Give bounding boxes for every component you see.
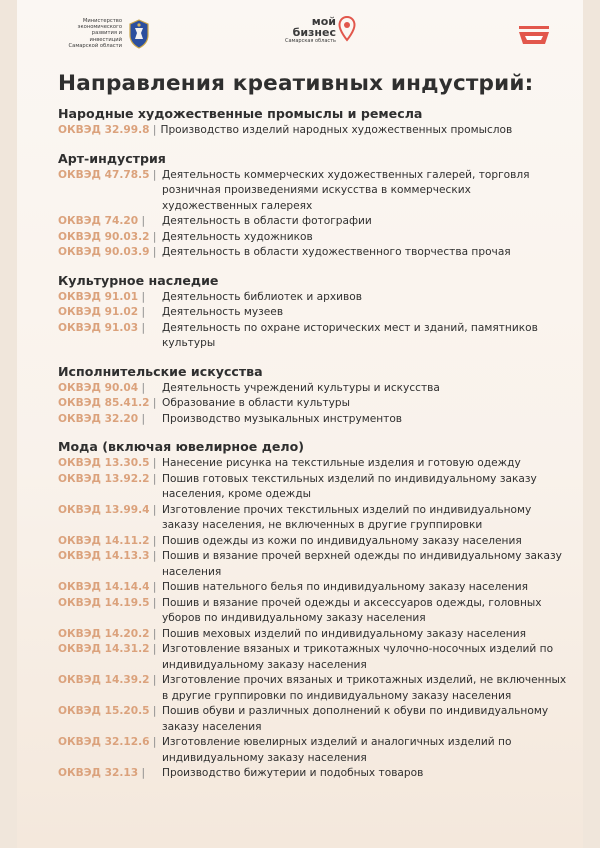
page-title: Направления креативных индустрий: bbox=[58, 71, 534, 96]
okved-code-text: ОКВЭД 32.20 bbox=[58, 412, 139, 425]
okved-row bbox=[58, 472, 568, 503]
okved-code bbox=[58, 627, 162, 643]
okved-description: Производство бижутерии и подобных товаров bbox=[162, 767, 424, 779]
code-separator: | bbox=[149, 246, 157, 258]
okved-code-text: ОКВЭД 13.30.5 bbox=[58, 457, 150, 469]
brand-region: Самарская область bbox=[285, 38, 337, 44]
industry-section bbox=[58, 273, 568, 352]
code-separator: | bbox=[138, 767, 146, 779]
okved-code bbox=[58, 456, 162, 472]
okved-code bbox=[58, 396, 162, 412]
code-separator: | bbox=[149, 643, 157, 655]
coat-of-arms-icon bbox=[128, 19, 150, 49]
code-separator: | bbox=[138, 215, 146, 227]
okved-code-text: ОКВЭД 14.11.2 bbox=[58, 534, 150, 547]
code-separator: | bbox=[149, 596, 157, 609]
code-separator: | bbox=[138, 412, 146, 425]
okved-code-text: ОКВЭД 14.39.2 bbox=[58, 674, 150, 686]
okved-row bbox=[58, 230, 568, 246]
code-separator: | bbox=[149, 230, 157, 243]
okved-code-text: ОКВЭД 85.41.2 bbox=[58, 397, 150, 409]
code-separator: | bbox=[149, 736, 157, 748]
okved-description: Изготовление прочих вязаных и трикотажных изделий, не включенных в другие группировки по индивидуальному заказу населения bbox=[162, 674, 567, 702]
okved-row bbox=[58, 673, 568, 704]
okved-row bbox=[58, 245, 568, 261]
code-separator: | bbox=[138, 321, 146, 334]
okved-code bbox=[58, 214, 162, 230]
okved-code bbox=[58, 503, 162, 519]
okved-code-text: ОКВЭД 13.92.2 bbox=[58, 472, 150, 485]
okved-row bbox=[58, 735, 568, 766]
okved-row bbox=[58, 549, 568, 580]
okved-code-text: ОКВЭД 15.20.5 bbox=[58, 705, 150, 717]
okved-code-text: ОКВЭД 74.20 bbox=[58, 215, 139, 227]
okved-description: Изготовление прочих текстильных изделий по индивидуальному заказу населения, не включенных в другие группировки bbox=[162, 503, 532, 531]
okved-row bbox=[58, 456, 568, 472]
code-separator: | bbox=[149, 674, 157, 686]
okved-row bbox=[58, 381, 568, 397]
okved-code-text: ОКВЭД 91.01 bbox=[58, 290, 139, 303]
okved-code-text: ОКВЭД 90.03.9 bbox=[58, 246, 150, 258]
okved-code bbox=[58, 580, 162, 596]
code-separator: | bbox=[149, 581, 157, 593]
okved-code-text: ОКВЭД 91.03 bbox=[58, 321, 139, 334]
okved-code bbox=[58, 321, 162, 337]
okved-row bbox=[58, 580, 568, 596]
section-title: Мода (включая ювелирное дело) bbox=[58, 439, 305, 454]
okved-row bbox=[58, 596, 568, 627]
okved-code bbox=[58, 534, 162, 550]
code-separator: | bbox=[149, 550, 157, 562]
code-separator: | bbox=[149, 627, 157, 640]
okved-description: Образование в области культуры bbox=[162, 397, 350, 409]
code-separator: | bbox=[149, 534, 157, 547]
okved-description: Пошив обуви и различных дополнений к обуви по индивидуальному заказу населения bbox=[162, 705, 549, 733]
code-separator: | bbox=[149, 168, 157, 181]
okved-code bbox=[58, 123, 156, 139]
section-title: Исполнительские искусства bbox=[58, 363, 263, 379]
okved-description: Деятельность в области художественного творчества прочая bbox=[162, 246, 511, 258]
code-separator: | bbox=[149, 472, 157, 485]
okved-row bbox=[58, 412, 568, 428]
okved-code bbox=[58, 673, 162, 689]
national-project-logo bbox=[515, 20, 553, 48]
okved-description: Пошив и вязание прочей одежды и аксессуаров одежды, головных уборов по индивидуальному заказу населения bbox=[162, 596, 542, 624]
okved-code-text: ОКВЭД 32.12.6 bbox=[58, 736, 150, 748]
okved-code-text: ОКВЭД 14.19.5 bbox=[58, 596, 150, 609]
okved-row bbox=[58, 766, 568, 782]
okved-code bbox=[58, 766, 162, 782]
code-separator: | bbox=[149, 705, 157, 717]
ministry-logo bbox=[60, 18, 150, 49]
industry-section bbox=[58, 106, 568, 139]
okved-code bbox=[58, 168, 162, 184]
okved-description: Деятельность библиотек и архивов bbox=[162, 290, 363, 303]
code-separator: | bbox=[138, 381, 146, 394]
okved-description: Деятельность коммерческих художественных галерей, торговля розничная произведениями искусства в коммерческих художественных галереях bbox=[162, 168, 530, 212]
ministry-text: Министерство экономического развития и инвестиций Самарской области bbox=[68, 18, 122, 49]
moy-biznes-logo bbox=[285, 16, 356, 45]
okved-description: Изготовление вязаных и трикотажных чулочно-носочных изделий по индивидуальному заказу населения bbox=[162, 643, 554, 671]
okved-row bbox=[58, 534, 568, 550]
okved-description: Деятельность учреждений культуры и искусства bbox=[162, 381, 440, 394]
code-separator: | bbox=[149, 457, 157, 469]
okved-code-text: ОКВЭД 14.20.2 bbox=[58, 627, 150, 640]
okved-code bbox=[58, 549, 162, 565]
okved-description: Производство музыкальных инструментов bbox=[162, 412, 403, 425]
okved-row bbox=[58, 214, 568, 230]
okved-code-text: ОКВЭД 14.13.3 bbox=[58, 550, 150, 562]
okved-code bbox=[58, 290, 162, 306]
okved-code-text: ОКВЭД 90.04 bbox=[58, 381, 139, 394]
okved-row bbox=[58, 642, 568, 673]
okved-code bbox=[58, 472, 162, 488]
okved-description: Пошив меховых изделий по индивидуальному заказу населения bbox=[162, 627, 526, 640]
okved-description: Деятельность в области фотографии bbox=[162, 215, 372, 227]
okved-description: Деятельность по охране исторических мест и зданий, памятников культуры bbox=[162, 321, 538, 349]
okved-code bbox=[58, 596, 162, 612]
okved-row bbox=[58, 321, 568, 352]
okved-row bbox=[58, 396, 568, 412]
industry-section bbox=[58, 364, 568, 428]
code-separator: | bbox=[138, 306, 146, 318]
okved-code-text: ОКВЭД 32.13 bbox=[58, 767, 139, 779]
okved-description: Производство изделий народных художественных промыслов bbox=[160, 124, 513, 136]
industries-list bbox=[58, 106, 568, 794]
okved-row bbox=[58, 168, 568, 215]
map-pin-icon bbox=[338, 16, 356, 42]
okved-description: Деятельность музеев bbox=[162, 306, 284, 318]
code-separator: | bbox=[149, 397, 157, 409]
okved-row bbox=[58, 290, 568, 306]
section-title: Арт-индустрия bbox=[58, 150, 166, 166]
okved-row bbox=[58, 503, 568, 534]
okved-code-text: ОКВЭД 14.14.4 bbox=[58, 581, 150, 593]
okved-code-text: ОКВЭД 13.99.4 bbox=[58, 503, 150, 516]
brand-line-1: мой bbox=[311, 15, 337, 28]
okved-code-text: ОКВЭД 32.99.8 bbox=[58, 124, 150, 136]
okved-description: Пошив нательного белья по индивидуальному заказу населения bbox=[162, 581, 528, 593]
code-separator: | bbox=[149, 124, 157, 136]
okved-row bbox=[58, 704, 568, 735]
okved-description: Пошив готовых текстильных изделий по индивидуальному заказу населения, кроме одежды bbox=[162, 472, 537, 500]
okved-code bbox=[58, 642, 162, 658]
okved-row bbox=[58, 627, 568, 643]
okved-description: Деятельность художников bbox=[162, 230, 313, 243]
okved-code-text: ОКВЭД 14.31.2 bbox=[58, 643, 150, 655]
brand-line-2: бизнес bbox=[292, 26, 337, 39]
okved-code-text: ОКВЭД 90.03.2 bbox=[58, 230, 150, 243]
code-separator: | bbox=[138, 290, 146, 303]
okved-row bbox=[58, 123, 568, 139]
okved-description: Изготовление ювелирных изделий и аналогичных изделий по индивидуальному заказу населения bbox=[162, 736, 512, 764]
okved-code bbox=[58, 305, 162, 321]
section-title: Культурное наследие bbox=[58, 272, 219, 288]
industry-section bbox=[58, 439, 568, 782]
code-separator: | bbox=[149, 503, 157, 516]
section-title: Народные художественные промыслы и ремесла bbox=[58, 106, 423, 121]
okved-description: Нанесение рисунка на текстильные изделия и готовую одежду bbox=[162, 457, 521, 469]
okved-description: Пошив одежды из кожи по индивидуальному заказу населения bbox=[162, 534, 522, 547]
okved-code bbox=[58, 412, 162, 428]
okved-code bbox=[58, 704, 162, 720]
header bbox=[17, 14, 583, 54]
okved-code bbox=[58, 245, 162, 261]
okved-description: Пошив и вязание прочей верхней одежды по индивидуальному заказу населения bbox=[162, 550, 562, 578]
okved-code bbox=[58, 230, 162, 246]
industry-section bbox=[58, 151, 568, 261]
okved-row bbox=[58, 305, 568, 321]
okved-code-text: ОКВЭД 47.78.5 bbox=[58, 168, 150, 181]
okved-code bbox=[58, 735, 162, 751]
okved-code-text: ОКВЭД 91.02 bbox=[58, 306, 139, 318]
okved-code bbox=[58, 381, 162, 397]
document-page bbox=[17, 0, 583, 848]
